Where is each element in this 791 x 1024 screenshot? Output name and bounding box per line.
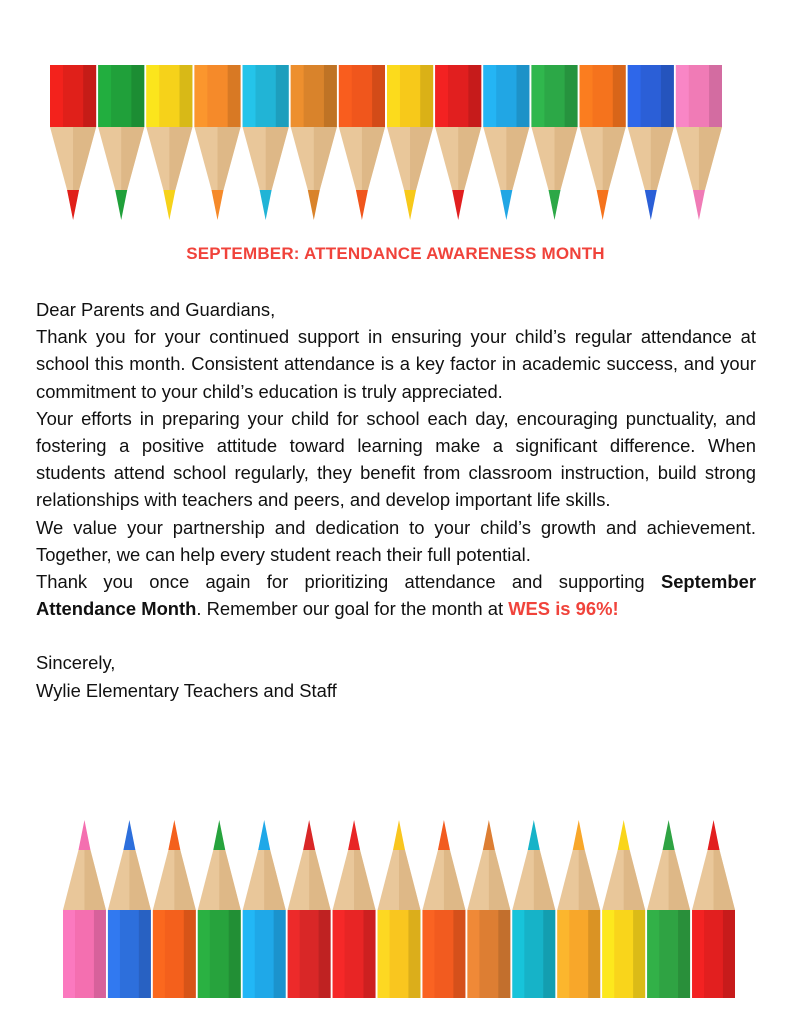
pencil-icon — [50, 65, 96, 220]
pencil-icon — [557, 820, 600, 998]
paragraph-4 — [36, 568, 756, 622]
paragraph-2: Your efforts in preparing your child for school each day, encouraging punctuality, and fostering a positive attitude toward learning make a significant difference. When students attend school regularly, they benefit from classroom instruction, build strong relationships with teachers and peers, and develop important life skills. — [36, 407, 756, 511]
goal-highlight: WES is 96%! — [508, 598, 619, 620]
pencil-icon — [467, 820, 510, 998]
pencil-icon — [692, 820, 735, 998]
pencil-icon — [243, 820, 286, 998]
pencil-icon — [288, 820, 331, 998]
pencil-icon — [291, 65, 337, 220]
pencil-icon — [483, 65, 529, 220]
pencil-icon — [98, 65, 144, 220]
pencil-icon — [512, 820, 555, 998]
letter-body — [36, 296, 756, 704]
pencil-icon — [435, 65, 481, 220]
pencil-icon — [63, 820, 106, 998]
page-title: SEPTEMBER: ATTENDANCE AWARENESS MONTH — [186, 244, 605, 263]
pencil-icon — [153, 820, 196, 998]
pencil-icon — [387, 65, 433, 220]
pencil-icon — [676, 65, 722, 220]
p4-start: Thank you once again for prioritizing attendance and supporting — [36, 571, 661, 593]
pencil-icon — [378, 820, 421, 998]
pencil-icon — [628, 65, 674, 220]
p4-mid: . Remember our goal for the month at — [196, 598, 509, 620]
paragraph-1: Thank you for your continued support in ensuring your child’s regular attendance at school this month. Consistent attendance is a key factor in academic success, and your commitment to your child’s education is truly appreciated. — [36, 326, 756, 402]
pencil-icon — [602, 820, 645, 998]
pencil-icon — [422, 820, 465, 998]
pencil-icon — [531, 65, 577, 220]
pencil-icon — [339, 65, 385, 220]
p4-bold: September Attendance Month — [36, 571, 756, 620]
closing: Sincerely, — [36, 652, 116, 674]
pencil-icon — [580, 65, 626, 220]
pencil-icon — [333, 820, 376, 998]
greeting: Dear Parents and Guardians, — [36, 299, 276, 320]
pencil-icon — [146, 65, 192, 220]
pencil-icon — [243, 65, 289, 220]
colored-pencils-bottom-icon — [63, 818, 737, 998]
pencil-icon — [198, 820, 241, 998]
paragraph-3: We value your partnership and dedication to your child’s growth and achievement. Together, we can help every student reach their full potential. — [36, 516, 756, 565]
signature: Wylie Elementary Teachers and Staff — [36, 679, 337, 701]
pencil-icon — [108, 820, 151, 998]
pencil-icon — [647, 820, 690, 998]
colored-pencils-top-icon — [50, 65, 724, 225]
pencil-icon — [194, 65, 240, 220]
